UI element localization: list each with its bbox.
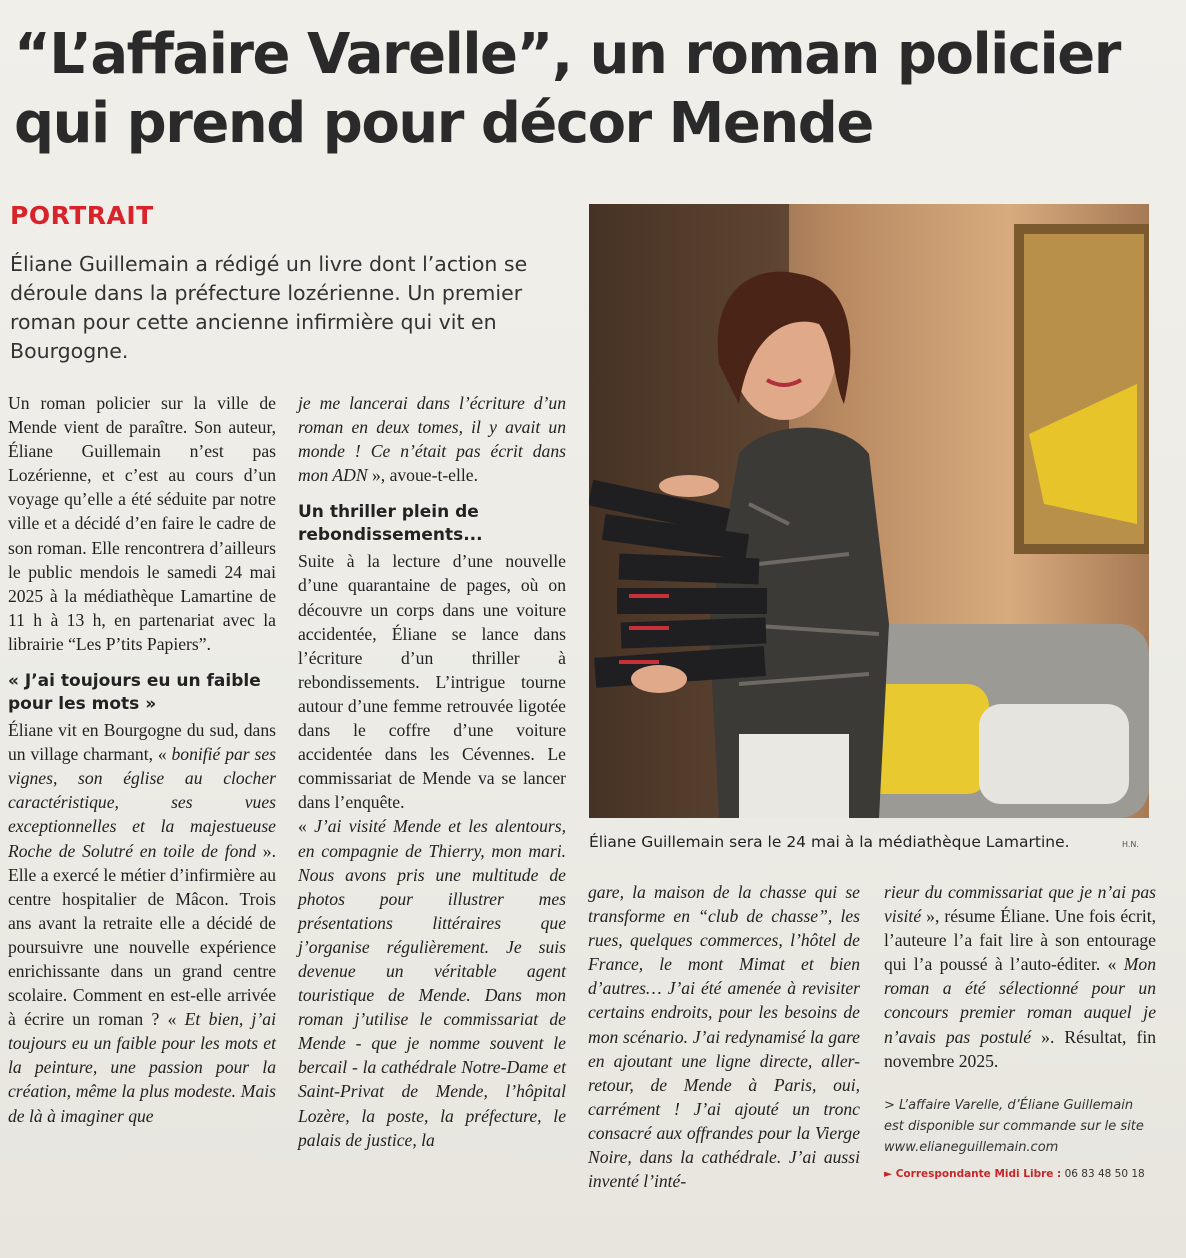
paragraph: gare, la maison de la chasse qui se transforme en “club de chasse”, les rues, quelques commerces, l’hôtel de France, le mont Mimat et bien d’autres… J’ai été amenée à revisiter certains endroits, pour les besoins de mon scénario. J’ai redynamisé la gare en ajoutant une ligne directe, aller-retour, de Mende à Paris, oui, carrément ! J’ai ajouté un tronc consacré aux offrandes pour la Vierge Noire, dans la cathédrale. J’ai aussi inventé l’inté- xyxy=(588,882,860,1192)
paragraph: rieur du commissariat que je n’ai pas visité », résume Éliane. Une fois écrit, l’auteure l’a fait lire à son entourage qui l’a poussé à l’auto-éditer. « Mon roman a été sélectionné pour un concours premier roman auquel je n’avais pas postulé ». Résultat, fin novembre 2025. xyxy=(884,882,1157,1071)
lead-paragraph: Éliane Guillemain a rédigé un livre dont l’action se déroule dans la préfecture lozérienne. Un premier roman pour cette ancienne infirmière qui vit en Bourgogne. xyxy=(10,252,528,363)
headline: “L’affaire Varelle”, un roman policier qui prend pour décor Mende xyxy=(14,22,1120,156)
column-4 xyxy=(884,880,1156,1186)
column-2 xyxy=(298,391,566,1152)
book-info: > L’affaire Varelle, d’Éliane Guillemain est disponible sur commande sur le site www.elianeguillemain.com xyxy=(884,1097,1144,1155)
portrait-photo xyxy=(589,204,1149,818)
paragraph: Éliane vit en Bourgogne du sud, dans un village charmant, « bonifié par ses vignes, son église au clocher caractéristique, ses vues exceptionnelles et la majestueuse Roche de Solutré en toile de fond ». Elle a exercé le métier d’infirmière au centre hospitalier de Mâcon. Trois ans avant la retraite elle a décidé de poursuivre une nouvelle expérience enrichissante dans un grand centre scolaire. Comment en est-elle arrivée à écrire un roman ? « Et bien, j’ai toujours eu un faible pour les mots et la peinture, une passion pour la création, même la plus modeste. Mais de là à imaginer que xyxy=(8,720,277,1126)
subheading: « J’ai toujours eu un faible pour les mots » xyxy=(8,671,261,715)
paragraph: je me lancerai dans l’écriture d’un roman en deux tomes, il y avait un monde ! Ce n’était pas écrit dans mon ADN », avoue-t-elle. xyxy=(298,393,566,486)
subheading: Un thriller plein de rebondissements... xyxy=(298,502,483,546)
paragraph: Un roman policier sur la ville de Mende vient de paraître. Son auteur, Éliane Guillemain n’est pas Lozérienne, et c’est au cours d’un voyage qu’elle a été séduite par notre ville et a décidé d’en faire le cadre de son roman. Elle rencontrera d’ailleurs le public mendois le samedi 24 mai 2025 à la médiathèque Lamartine de 11 h à 13 h, en partenariat avec la librairie “Les P’tits Papiers”. xyxy=(8,393,276,654)
section-rubric: PORTRAIT xyxy=(10,201,154,230)
correspondent-line: ► Correspondante Midi Libre : 06 83 48 50 18 xyxy=(884,1167,1145,1180)
paragraph: « J’ai visité Mende et les alentours, en compagnie de Thierry, mon mari. Nous avons pris une multitude de photos pour illustrer mes présentations littéraires que j’organise régulièrement. Je suis devenue un véritable agent touristique de Mende. Dans mon roman j’utilise le commissariat de Mende - que je nomme souvent le bercail - la cathédrale Notre-Dame et Saint-Privat de Mende, l’hôpital Lozère, la poste, la préfecture, le palais de justice, la xyxy=(298,816,566,1150)
column-1 xyxy=(8,391,276,1128)
photo-credit: H.N. xyxy=(1122,840,1139,849)
paragraph: Suite à la lecture d’une nouvelle d’une quarantaine de pages, où on découvre un corps dans une voiture accidentée, Éliane se lance dans l’écriture d’un thriller à rebondissements. L’intrigue tourne autour d’une femme retrouvée ligotée dans le coffre d’une voiture accidentée dans les Cévennes. Le commissariat de Mende va se lancer dans l’enquête. xyxy=(298,551,566,813)
portrait-illustration xyxy=(589,204,1149,818)
photo-caption: Éliane Guillemain sera le 24 mai à la médiathèque Lamartine. xyxy=(589,833,1070,851)
column-3 xyxy=(588,880,860,1193)
